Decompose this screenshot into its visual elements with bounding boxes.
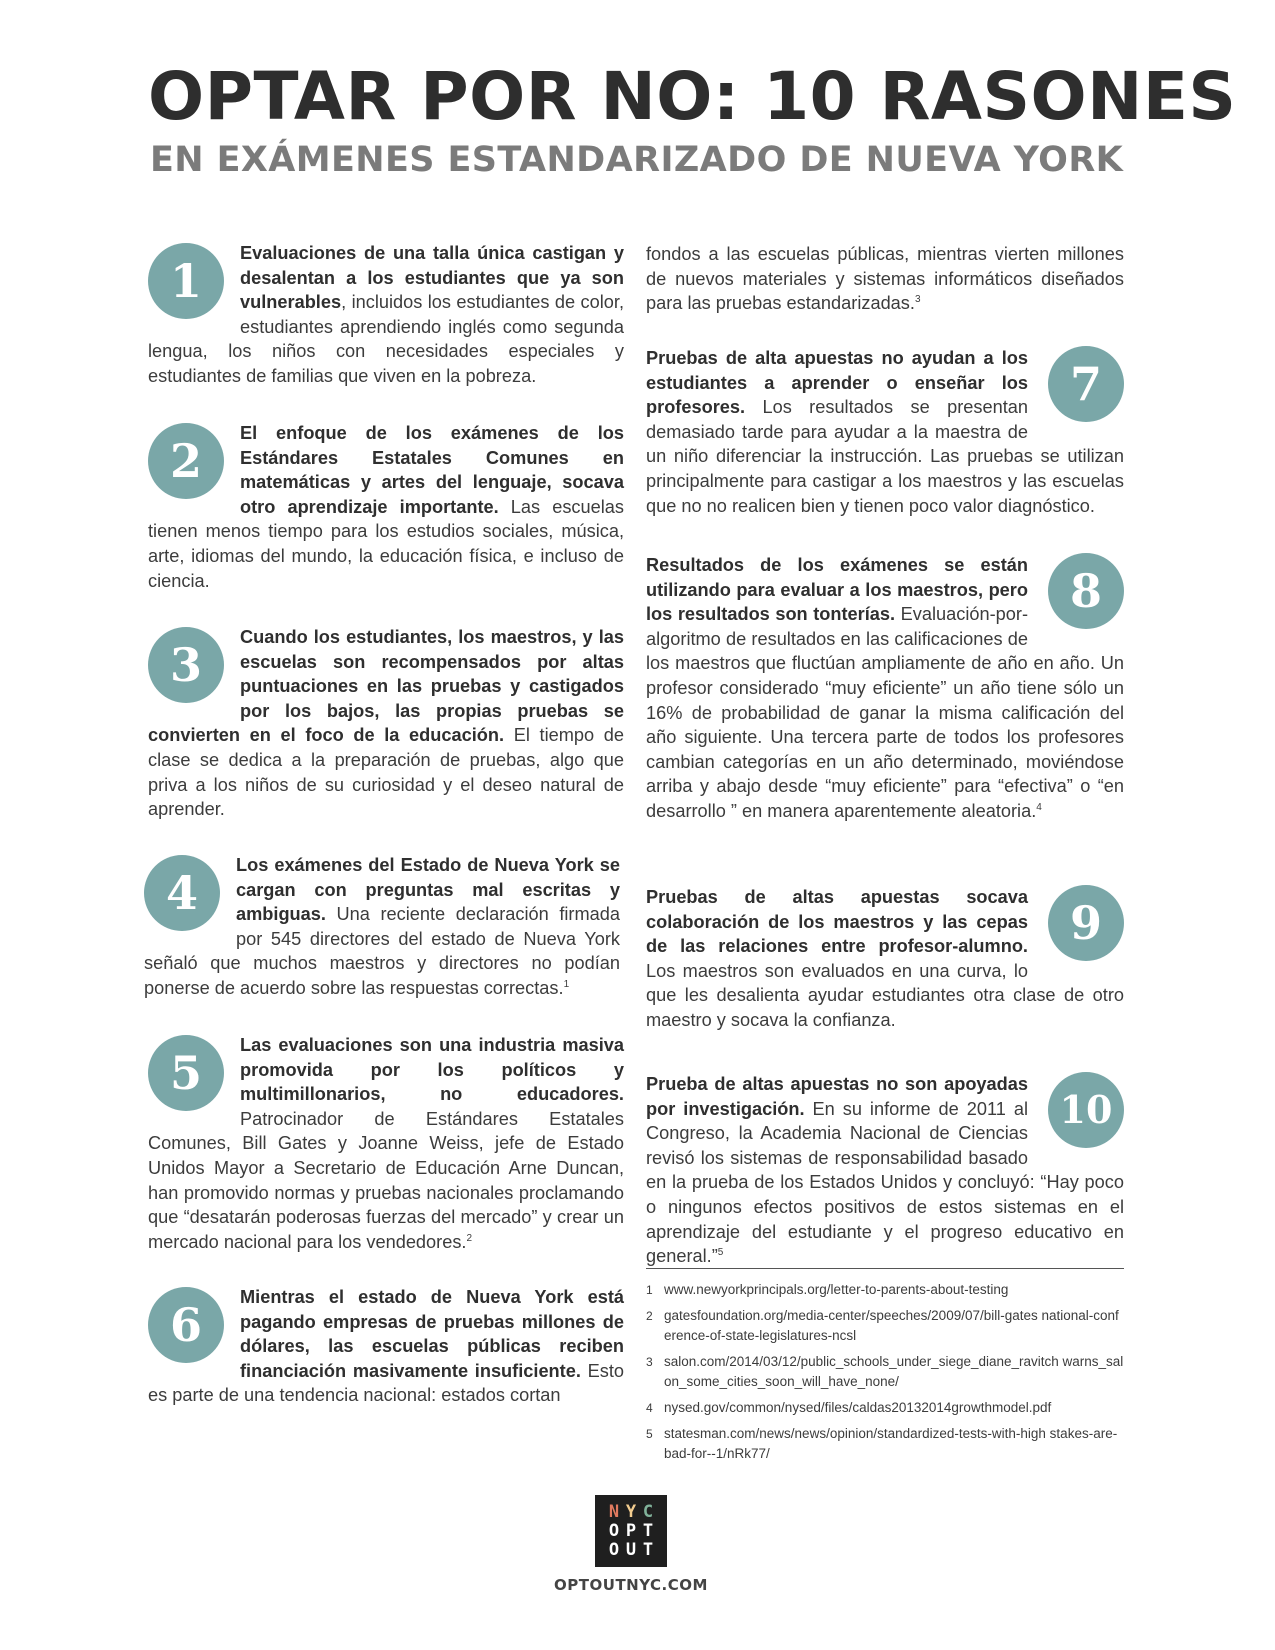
reason-body: Evaluación-por-algoritmo de resultados en las calificaciones de los maestros que fluctúan ampliamente de año en año. Un profesor considerado “muy eficiente” un año tiene sólo un 16% de probabilidad de ganar la misma calificación del año siguiente. Una tercera parte de todos los profesores cambian categorías en un año determinado, moviéndose arriba y abajo desde “muy eficiente” para “efectiva” o “en desarrollo ” en manera aparentemente aleatoria. [646,604,1124,821]
logo-row [607,1522,655,1541]
website-link[interactable]: OPTOUTNYC.COM [554,1576,708,1594]
reason-body: fondos a las escuelas públicas, mientras vierten millones de nuevos materiales y sistemas informáticos diseñados para las pruebas estandarizadas. [646,244,1124,314]
footnotes [646,1280,1124,1470]
footnote-link[interactable]: nysed.gov/common/nysed/files/caldas20132014growthmodel.pdf [664,1400,1052,1415]
footnote-number: 5 [646,1427,653,1441]
footnote-item [646,1398,1124,1418]
logo-letter: U [625,1539,637,1560]
logo-letter: O [608,1539,620,1560]
reason-lead: Las evaluaciones son una industria masiva promovida por los políticos y multimillonarios, no educadores. [240,1035,624,1105]
footnote-divider [646,1268,1124,1269]
footnote-item [646,1424,1124,1464]
logo-letter: Y [625,1501,637,1522]
reason-body: Los resultados se presentan demasiado tarde para ayudar a la maestra de un niño diferenciar la instrucción. Las pruebas se utilizan principalmente para castigar a los maestros y las escuelas que no no realicen bien y tienen poco valor diagnóstico. [646,397,1124,516]
footnote-item [646,1352,1124,1392]
page-subtitle: EN EXÁMENES ESTANDARIZADO DE NUEVA YORK [150,140,1124,180]
reason-lead: Mientras el estado de Nueva York está pagando empresas de pruebas millones de dólares, las escuelas públicas reciben financiación masivamente insuficiente. [240,1287,624,1381]
reason-lead: Pruebas de altas apuestas socava colaboración de los maestros y las cepas de las relaciones entre profesor-alumno. [646,887,1028,957]
page-title: OPTAR POR NO: 10 RASONES [148,58,1237,135]
logo-letter: C [642,1501,654,1522]
reason-body: , incluidos los estudiantes de color, estudiantes aprendiendo inglés como segunda lengua, los niños con necesidades especiales y estudiantes de familias que viven en la pobreza. [148,292,624,386]
number-circle-10: 10 [1048,1072,1124,1148]
footnote-number: 4 [646,1401,653,1415]
logo-letter: O [608,1520,620,1541]
number-circle-7: 7 [1048,346,1124,422]
number-circle-5: 5 [148,1035,224,1111]
number-circle-4: 4 [144,855,220,931]
reason-body: Los maestros son evaluados en una curva, lo que les desalienta ayudar estudiantes otra clase de otro maestro y socava la confianza. [646,960,1124,1030]
reason-10 [646,1072,1124,1269]
reason-2 [148,421,624,593]
reason-body: Una reciente declaración firmada por 545 directores del estado de Nueva York señaló que muchos maestros y directores no podían ponerse de acuerdo sobre las respuestas correctas. [144,904,620,998]
footnote-link[interactable]: www.newyorkprincipals.org/letter-to-parents-about-testing [664,1282,1009,1297]
reason-1 [148,241,624,389]
reason-6-continuation [646,242,1124,316]
footnote-ref: 1 [563,978,570,990]
footnote-ref: 5 [717,1247,724,1259]
reason-9 [646,885,1124,1033]
logo-letter: T [642,1520,654,1541]
reason-body: El tiempo de clase se dedica a la preparación de pruebas, algo que priva a los niños de su curiosidad y el deseo natural de aprender. [148,725,624,820]
reason-lead: Pruebas de alta apuestas no ayudan a los estudiantes a aprender o enseñar los profesores. [646,348,1028,418]
logo-row [607,1503,655,1522]
reason-lead: Evaluaciones de una talla única castigan y desalentan a los estudiantes que ya son vulnerables [240,243,624,313]
footnote-link[interactable]: salon.com/2014/03/12/public_schools_under_siege_diane_ravitch warns_salon_some_cities_soon_will_have_none/ [664,1354,1124,1389]
footnote-number: 2 [646,1309,653,1323]
number-circle-3: 3 [148,627,224,703]
number-circle-8: 8 [1048,553,1124,629]
footnote-ref: 3 [914,294,921,306]
reason-body: Patrocinador de Estándares Estatales Comunes, Bill Gates y Joanne Weiss, jefe de Estado Unidos Mayor a Secretario de Educación Arne Duncan, han promovido normas y pruebas nacionales proclamando que “desatarán poderosas fuerzas del mercado” y crear un mercado nacional para los vendedores. [148,1108,624,1252]
reason-body: Esto es parte de una tendencia nacional: estados cortan [148,1360,624,1406]
footnote-number: 3 [646,1355,653,1369]
footnote-ref: 2 [466,1232,473,1244]
number-circle-2: 2 [148,423,224,499]
logo-letter: P [625,1520,637,1541]
reason-8 [646,553,1124,824]
footnote-link[interactable]: gatesfoundation.org/media-center/speeches/2009/07/bill-gates national-conference-of-state-legislatures-ncsl [664,1308,1119,1343]
reason-body: Las escuelas tienen menos tiempo para los estudios sociales, música, arte, idiomas del mundo, la educación física, e incluso de ciencia. [148,496,624,591]
logo-letter: T [642,1539,654,1560]
footnote-number: 1 [646,1283,653,1297]
logo-letter: N [608,1501,620,1522]
footnote-ref: 4 [1036,801,1042,813]
logo-row [607,1541,655,1560]
reason-lead: Los exámenes del Estado de Nueva York se cargan con preguntas mal escritas y ambiguas. [236,855,620,925]
reason-7 [646,346,1124,518]
reason-6 [148,1285,624,1408]
footnote-item [646,1306,1124,1346]
footnote-item [646,1280,1124,1300]
number-circle-9: 9 [1048,885,1124,961]
reason-lead: Cuando los estudiantes, los maestros, y las escuelas son recompensados por altas puntuaciones en las pruebas y castigados por los bajos, las propias pruebas se convierten en el foco de la educación. [148,627,624,746]
reason-5 [148,1033,624,1254]
number-circle-1: 1 [148,243,224,319]
reason-body: En su informe de 2011 al Congreso, la Academia Nacional de Ciencias revisó los sistemas de responsabilidad basado en la prueba de los Estados Unidos y concluyó: “Hay poco o ningunos efectos positivos de estos sistemas en el aprendizaje del estudiante y el progreso educativo en general.” [646,1098,1124,1267]
reason-lead: Resultados de los exámenes se están utilizando para evaluar a los maestros, pero los resultados son tonterías. [646,555,1028,625]
number-circle-6: 6 [148,1287,224,1363]
reason-lead: El enfoque de los exámenes de los Estándares Estatales Comunes en matemáticas y artes del lenguaje, socava otro aprendizaje importante. [240,423,624,517]
nyc-opt-out-logo [595,1495,667,1567]
reason-lead: Prueba de altas apuestas no son apoyadas por investigación. [646,1074,1028,1119]
reason-3 [148,625,624,822]
reason-4 [144,853,620,1001]
footnote-link[interactable]: statesman.com/news/news/opinion/standardized-tests-with-high stakes-are-bad-for--1/nRk77/ [664,1426,1118,1461]
